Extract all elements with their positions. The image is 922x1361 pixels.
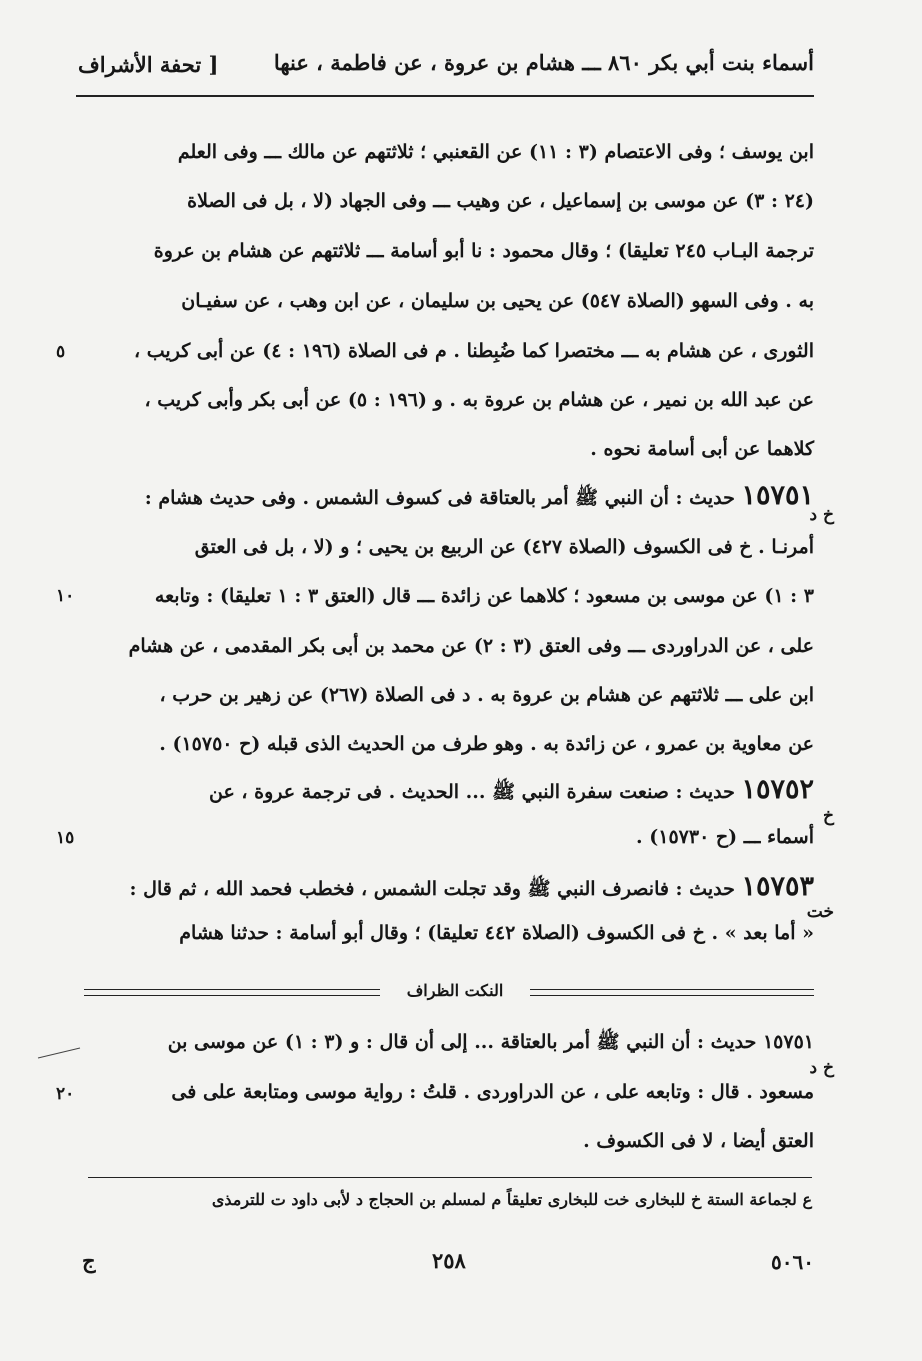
volume-mark: ج [82, 1248, 96, 1273]
hadith-number: ١٥٧٥١ [741, 480, 814, 511]
hadith-text: حديث : أن النبي ﷺ أمر بالعتاقة فى كسوف الشمس . وفى حديث هشام : [144, 487, 735, 509]
hadith-entry-15751-line: ابن على ـــ ثلاثتهم عن هشام بن عروة به . د فى الصلاة (٢٦٧) عن زهير بن حرب ، [159, 684, 814, 706]
body-line: ترجمة البـاب ٢٤٥ تعليقا) ؛ وقال محمود : نا أبو أسامة ـــ ثلاثتهم عن هشام بن عروة [153, 240, 814, 262]
line-number: ١٠ [56, 586, 75, 606]
hadith-sigla: خ [823, 806, 834, 826]
hadith-entry-15751-line [145, 480, 814, 514]
running-header-book: [ تحفة الأشراف [78, 52, 219, 77]
nukat-sigla: خ د [809, 1058, 834, 1078]
hadith-entry-15751-line: عن معاوية بن عمرو ، عن زائدة به . وهو طرف من الحديث الذى قبله (ح ١٥٧٥٠) . [159, 733, 814, 755]
line-number: ١٥ [56, 828, 75, 848]
hadith-entry-15751-line: ٣ : ١) عن موسى بن مسعود ؛ كلاهما عن زائدة ـــ قال (العتق ٣ : ١ تعليقا) : وتابعه [154, 585, 814, 607]
nukat-line: العتق أيضا ، لا فى الكسوف . [583, 1130, 814, 1152]
hadith-entry-15751-line: على ، عن الدراوردى ـــ وفى العتق (٣ : ٢) عن محمد بن أبى بكر المقدمى ، عن هشام [128, 635, 814, 657]
body-line: ابن يوسف ؛ وفى الاعتصام (٣ : ١١) عن القعنبي ؛ ثلاثتهم عن مالك ـــ وفى العلم [177, 141, 814, 163]
body-line: الثورى ، عن هشام به ـــ مختصرا كما ضُبِطنا . م فى الصلاة (١٩٦ : ٤) عن أبى كريب ، [134, 340, 814, 362]
hadith-number: ١٥٧٥٣ [741, 871, 814, 902]
hadith-sigla: خ د [809, 505, 834, 525]
nukat-line [168, 1030, 814, 1058]
page-number: ٢٥٨ [432, 1248, 466, 1273]
body-line: كلاهما عن أبى أسامة نحوه . [590, 438, 814, 460]
margin-pen-mark [36, 1046, 82, 1060]
nukat-line: مسعود . قال : وتابعه على ، عن الدراوردى . قلتُ : رواية موسى ومتابعة على فى [171, 1081, 814, 1103]
divider-label: النكت الظراف [380, 981, 530, 1000]
line-number: ٥ [56, 342, 66, 362]
body-line: عن عبد الله بن نمير ، عن هشام بن عروة به . و (١٩٦ : ٥) عن أبى بكر وأبى كريب ، [144, 389, 814, 411]
body-line: به . وفى السهو (الصلاة ٥٤٧) عن يحيى بن سليمان ، عن ابن وهب ، عن سفيـان [181, 290, 814, 312]
hadith-entry-15751-line: أمرنـا . خ فى الكسوف (الصلاة ٤٢٧) عن الربيع بن يحيى ؛ و (لا ، بل فى العتق [194, 536, 814, 558]
hadith-text: حديث : صنعت سفرة النبي ﷺ ... الحديث . فى ترجمة عروة ، عن [209, 781, 735, 803]
sigla-legend: ع لجماعة الستة خ للبخارى خت للبخارى تعليقاً م لمسلم بن الحجاج د لأبى داود ت للترمذى [211, 1190, 812, 1209]
header-rule [76, 95, 814, 97]
hadith-entry-15752-line: أسماء ـــ (ح ١٥٧٣٠) . [636, 826, 814, 848]
hadith-text: حديث : فانصرف النبي ﷺ وقد تجلت الشمس ، فخطب فحمد الله ، ثم قال : [129, 878, 735, 900]
hadith-entry-15753-line: « أما بعد » . خ فى الكسوف (الصلاة ٤٤٢ تعليقا) ؛ وقال أبو أسامة : حدثنا هشام [179, 922, 814, 944]
line-number: ٢٠ [56, 1084, 75, 1104]
running-header-title: أسماء بنت أبي بكر ٨٦٠ ـــ هشام بن عروة ، عن فاطمة ، عنها [273, 50, 814, 75]
nukat-text: حديث : أن النبي ﷺ أمر بالعتاقة ... إلى أن قال : و (٣ : ١) عن موسى بن [167, 1031, 757, 1053]
hadith-entry-15752-line [209, 774, 814, 808]
volume-entry-number: ٥٠٦٠ [771, 1250, 814, 1274]
body-line: (٢٤ : ٣) عن موسى بن إسماعيل ، عن وهيب ـــ وفى الجهاد (لا ، بل فى الصلاة [187, 190, 814, 212]
hadith-number: ١٥٧٥٢ [741, 774, 814, 805]
hadith-sigla: خت [806, 902, 834, 922]
hadith-entry-15753-line [130, 871, 814, 905]
nukat-number: ١٥٧٥١ [762, 1031, 814, 1053]
footer-rule [88, 1177, 812, 1178]
